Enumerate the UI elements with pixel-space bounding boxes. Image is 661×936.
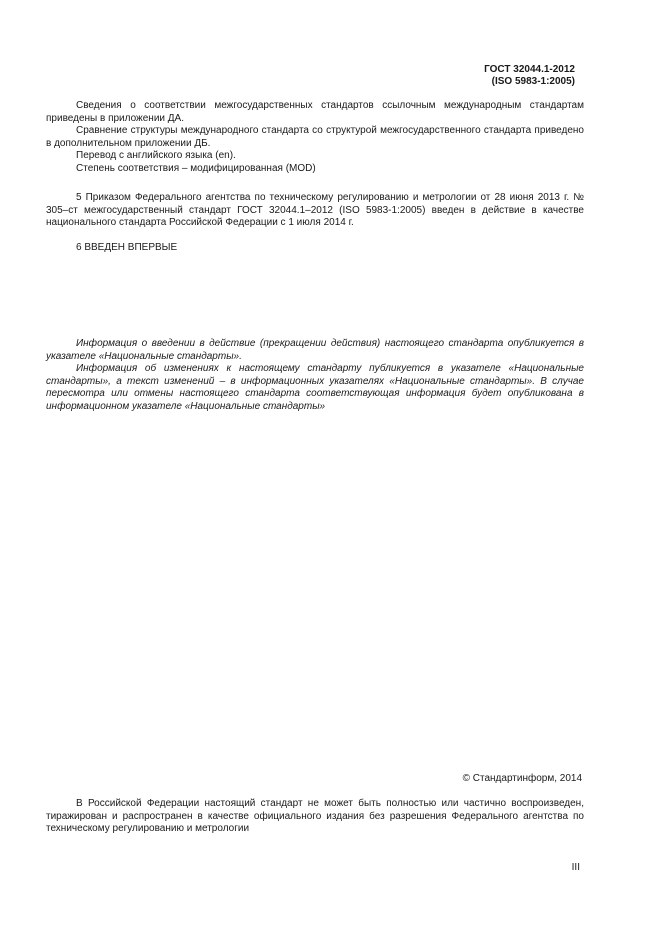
- info-paragraph: Информация об изменениях к настоящему стандарту публикуется в указателе «Национальные стандарты», а текст изменений – в информационных указателях «Национальные стандарты». В случае пересмотра или отмены настоящего стандарта соответствующая информация будет опубликована в информационном указателе «Национальные стандарты»: [46, 363, 584, 412]
- legal-notice: В Российской Федерации настоящий стандарт не может быть полностью или частично воспроизведен, тиражирован и распространен в качестве официального издания без разрешения Федерального агентства по техническому регулированию и метрологии: [46, 798, 584, 834]
- legal-block: [46, 798, 584, 836]
- info-paragraph: Информация о введении в действие (прекращении действия) настоящего стандарта опубликуется в указателе «Национальные стандарты».: [46, 338, 584, 362]
- iso-designation: (ISO 5983-1:2005): [491, 76, 575, 87]
- section-5-block: [46, 192, 584, 230]
- info-block: [46, 338, 584, 413]
- document-header: [484, 64, 575, 88]
- section-4-paragraph: Степень соответствия – модифицированная (MOD): [76, 162, 316, 174]
- section-5-paragraph: 5 Приказом Федерального агентства по техническому регулированию и метрологии от 28 июня 2013 г. № 305–ст межгосударственный стандарт ГОСТ 32044.1–2012 (ISO 5983-1:2005) введен в действие в качестве национального стандарта Российской Федерации с 1 июля 2014 г.: [46, 192, 584, 228]
- section-4-paragraph: Сравнение структуры международного стандарта со структурой межгосударственного стандарта приведено в дополнительном приложении ДБ.: [46, 125, 584, 149]
- section-6-block: [46, 242, 584, 255]
- page-number: III: [571, 862, 580, 873]
- section-4-paragraph: Перевод с английского языка (en).: [76, 150, 236, 161]
- copyright-notice: © Стандартинформ, 2014: [462, 773, 582, 784]
- section-4-paragraph: Сведения о соответствии межгосударственных стандартов ссылочным международным стандартам приведены в приложении ДА.: [46, 100, 584, 124]
- standard-designation: ГОСТ 32044.1-2012: [484, 64, 575, 75]
- section-4-block: [46, 100, 584, 175]
- section-6-paragraph: 6 ВВЕДЕН ВПЕРВЫЕ: [76, 242, 178, 253]
